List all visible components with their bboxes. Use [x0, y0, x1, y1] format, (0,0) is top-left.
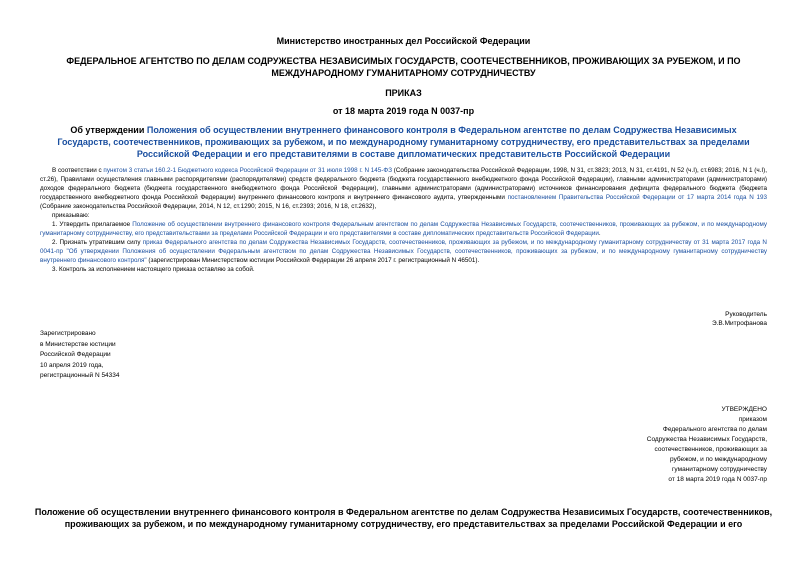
- registration-line: Зарегистрировано: [40, 330, 96, 337]
- registration-line: регистрационный N 54334: [40, 372, 120, 379]
- item-2: [40, 238, 767, 265]
- item-2-post: (зарегистрирован Министерством юстиции Российской Федерации 26 апреля 2017 г. регистрационный N 46501).: [146, 257, 480, 264]
- document-date-number: от 18 марта 2019 года N 0037-пр: [332, 106, 475, 116]
- document-type: ПРИКАЗ: [385, 88, 422, 98]
- registration-line: Российской Федерации: [40, 351, 111, 358]
- title-prefix: Об утверждении: [70, 125, 147, 135]
- approval-line: рубежом, и по международному: [670, 456, 767, 463]
- ministry-name: Министерство иностранных дел Российской Федерации: [276, 36, 531, 46]
- document-body: [40, 166, 767, 274]
- agency-name: ФЕДЕРАЛЬНОЕ АГЕНТСТВО ПО ДЕЛАМ СОДРУЖЕСТВА НЕЗАВИСИМЫХ ГОСУДАРСТВ, СООТЕЧЕСТВЕННИКОВ, ПРОЖИВАЮЩИХ ЗА РУБЕЖОМ, И ПО МЕЖДУНАРОДНОМУ ГУМАНИТАРНОМУ СОТРУДНИЧЕСТВУ: [66, 56, 741, 78]
- registration-line: в Министерстве юстиции: [40, 340, 116, 348]
- registration-line: 10 апреля 2019 года,: [40, 361, 104, 369]
- item-2-link[interactable]: приказ Федерального агентства по делам Содружества Независимых Государств, соотечественников, проживающих за рубежом, и по международному гуманитарному сотрудничеству от 31 марта 2017 года N 0041-пр "Об утверждении Положения об осуществлении Федеральным агентством по делам Содружества Независимых Государств, соотечественников, проживающих за рубежом, и по международному гуманитарному сотрудничеству внутреннего финансового контроля": [40, 239, 767, 264]
- order-word: приказываю:: [52, 212, 90, 219]
- item-3: 3. Контроль за исполнением настоящего приказа оставляю за собой.: [52, 266, 255, 273]
- approval-block: [607, 405, 767, 485]
- registration-block: [40, 329, 120, 382]
- budget-code-link[interactable]: пунктом 3 статьи 160.2-1 Бюджетного кодекса Российской Федерации от 31 июля 1998 г. N 145-ФЗ: [103, 167, 392, 174]
- approval-line: Содружества Независимых Государств,: [646, 436, 767, 443]
- item-2-pre: 2. Признать утратившим силу: [52, 239, 143, 246]
- approval-line: приказом: [738, 416, 767, 423]
- regulation-title: Положение об осуществлении внутреннего финансового контроля в Федеральном агентстве по делам Содружества Независимых Государств, соотечественников, проживающих за рубежом, и по международному гуманитарному сотрудничеству, его представительствах за пределами Российской Федерации и его: [34, 507, 773, 529]
- item-1: [40, 220, 767, 238]
- signature-name: Э.В.Митрофанова: [711, 320, 767, 327]
- approval-line: соотечественников, проживающих за: [654, 446, 767, 453]
- preamble-text-1: В соответствии с: [52, 167, 104, 174]
- item-1-post: .: [598, 230, 601, 237]
- document-title: [44, 124, 763, 160]
- item-1-link[interactable]: Положение об осуществлении внутреннего финансового контроля Федеральным агентством по делам Содружества Независимых Государств, соотечественников, проживающих за рубежом, и по международному гуманитарному сотрудничеству, его представительствами за пределами Российской Федерации и его представителями в составе дипломатических представительств Российской Федерации: [40, 221, 767, 237]
- preamble-paragraph: [40, 166, 767, 211]
- preamble-text-3: (Собрание законодательства Российской Федерации, 2014, N 12, ст.1290; 2015, N 16, ст.2393; 2016, N 18, ст.2632),: [40, 203, 377, 210]
- preamble-text-2: (Собрание законодательства Российской Федерации, 1998, N 31, ст.3823; 2013, N 31, ст.4191, N 52 (ч.I), ст.6983; 2016, N 1 (ч.I), ст.26), Правилами осуществления главными распорядителями (распорядителями) средств федерального бюджета (бюджета государственного внебюджетного фонда Российской Федерации), главными администраторами (администраторами) доходов федерального бюджета (бюджета государственного внебюджетного фонда Российской Федерации), главными администраторами (администраторами) источников финансирования дефицита федерального бюджета (бюджета государственного внебюджетного фонда Российской Федерации) внутреннего финансового контроля и внутреннего финансового аудита, утвержденными: [40, 167, 767, 201]
- approval-line: от 18 марта 2019 года N 0037-пр: [668, 476, 767, 483]
- government-decree-link[interactable]: постановлением Правительства Российской Федерации от 17 марта 2014 года N 193: [507, 194, 767, 201]
- signature-position: Руководитель: [725, 311, 767, 318]
- approval-line: Федерального агентства по делам: [662, 426, 767, 433]
- title-link[interactable]: Положения об осуществлении внутреннего финансового контроля в Федеральном агентстве по делам Содружества Независимых Государств, соотечественников, проживающих за рубежом, и по международному гуманитарному сотрудничеству, его представительствах за пределами Российской Федерации и его представителями в составе дипломатических представительств Российской Федерации: [57, 125, 750, 159]
- item-1-pre: 1. Утвердить прилагаемое: [52, 221, 133, 228]
- signature-block: [712, 310, 767, 328]
- approval-line: гуманитарному сотрудничеству: [672, 466, 767, 473]
- approval-line: УТВЕРЖДЕНО: [721, 406, 767, 413]
